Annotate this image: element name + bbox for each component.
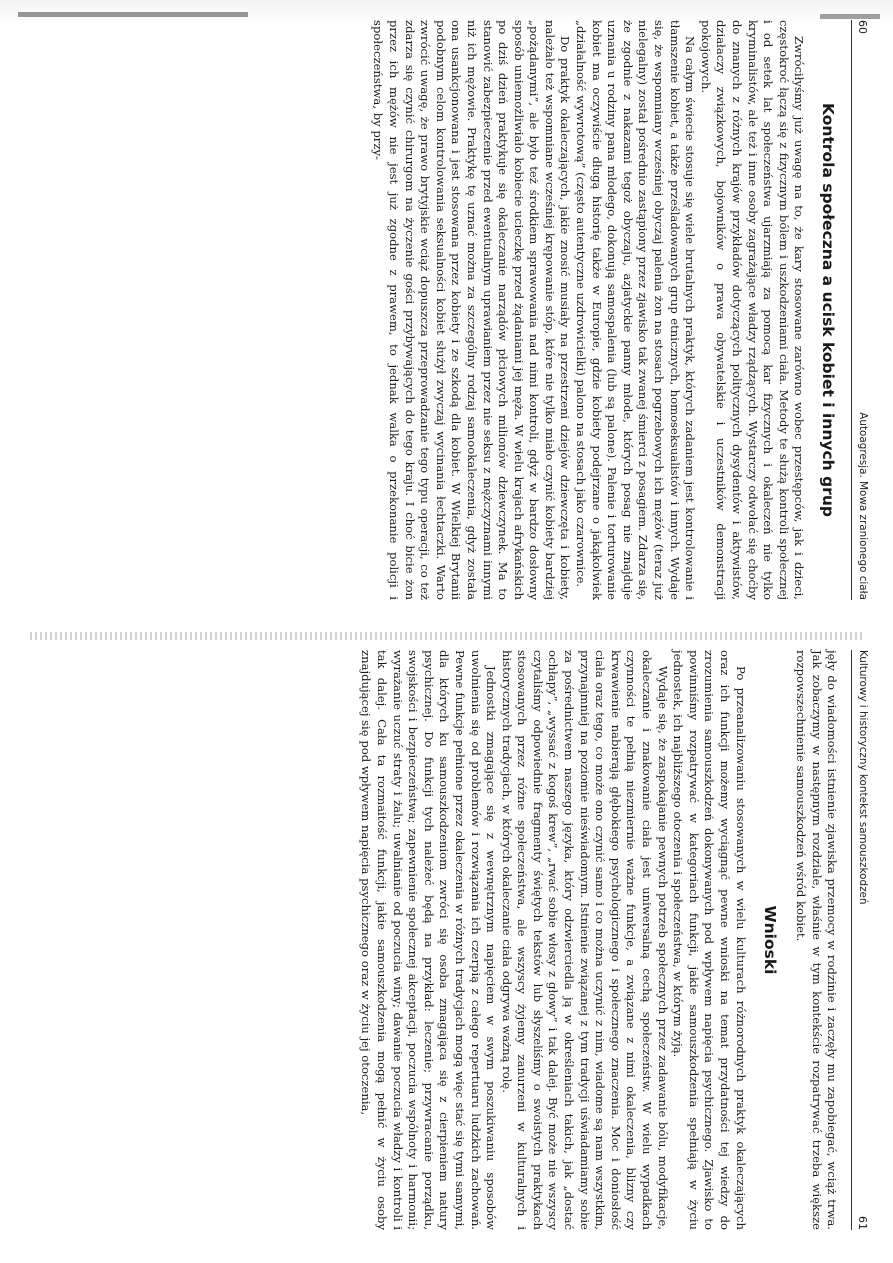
running-head-title: Kulturowy i historyczny kontekst samouszkodzeń: [857, 650, 869, 905]
paragraph: Do praktyk okaleczających, jakie znosić musiały na przestrzeni dziejów dziewczęta i kobiety, należało też wspomniane wcześniej krępowanie stóp, które nie tylko miało czynić kobiety bardziej „pożądanymi”, ale było też środkiem sprawowania nad nimi kontroli, gdyż w bardzo dosłowny sposób uniemożliwiało kobiecie ucieczkę przed żądaniami jej męża. W wielu krajach afrykańskich po dziś dzień praktykuje się okaleczanie narządów płciowych milionów dziewczynek. Ma to stanowić zabezpieczenie przed ewentualnym uprawianiem przez nie seksu z mężczyznami innymi niż ich mężowie. Praktykę tę uznać można za szczególny rodzaj samookaleczenia, gdyż została ona usankcjonowana i jest stosowana przez kobiety i ze szkodą dla kobiet. W Wielkiej Brytanii podobnym celom kontrolowania seksualności kobiet służył zwyczaj wycinania łechtaczki. Warto zwrócić uwagę, że prawo brytyjskie wciąż dopuszcza przeprowadzanie tego typu operacji, co też zdarza się czynić chirurgom na życzenie gości przybywających do tego kraju. I choć bicie żon przez ich mężów nie jest już zgodne z prawem, to jednak walka o przekonanie policji i społeczeństwa, by przy-: [371, 20, 573, 600]
paragraph: Wydaje się, że zaspokajanie pewnych potrzeb społecznych przez zadawanie bólu, modyfikacje, okaleczanie i znakowanie ciała jest uniwersalną cechą społeczeństw. W wielu wypadkach czynności te pełnią niezmiernie ważne funkcje, a związane z nimi okaleczenia, blizny czy krwawienie nabierają głębokiego psychologicznego i społecznego znaczenia. Moc i doniosłość ciała oraz tego, co może ono czynić samo i co można uczynić z nim, wiadome są nam wszystkim, przynajmniej na poziomie nieświadomym. Istnienie związanej z tym tradycji uświadamiamy sobie za pośrednictwem naszego języka, który odzwierciedla ją w określeniach takich, jak „dostać ochłapy”, „wyssać z kogoś krew”, „rwać sobie włosy z głowy” i tak dalej. Być może nie wszyscy czytaliśmy odpowiednie fragmenty świętych tekstów lub słyszeliśmy o swoistych praktykach stosowanych przez różne społeczeństwa, ale wszyscy żyjemy zanurzeni w kulturalnych i historycznych tradycjach, w których okaleczanie ciała odgrywa ważną rolę.: [499, 650, 670, 1230]
book-page-61: [210, 650, 870, 1230]
running-head: [851, 20, 870, 600]
section-heading: Wnioski: [760, 905, 779, 975]
paragraph: Na całym świecie stosuje się wiele brutalnych praktyk, których zadaniem jest kontrolowanie i tłamszenie kobiet, a także prześladowanych grup etnicznych, homoseksualistów i innych. Wydaje się, że wspomniany wcześniej obyczaj palenia żon na stosach pogrzebowych ich mężów (teraz już nielegalny) został pośrednio zastąpiony przez zjawisko tak zwanej śmierci z posagiem. Zdarza się, że zgodnie z nakazami tegoż obyczaju, azjatyckie panny młode, których posag nie znajduje uznania u rodziny pana młodego, dokonują samospalenia (lub są palone). Palenie i torturowanie kobiet ma oczywiście długą historię także w Europie, gdzie kobiety podejrzane o jakąkolwiek „działalność wywrotową” (często autentyczne uzdrowicielki) palono na stosach jako czarownice.: [574, 20, 698, 600]
running-head: [851, 650, 870, 1230]
page-number: 60: [856, 20, 869, 34]
section-heading: Kontrola społeczna a ucisk kobiet i innych grup: [819, 103, 838, 517]
running-head-title: Autoagresja. Mowa zranionego ciała: [857, 412, 869, 600]
paragraph: Jednostki zmagające się z wewnętrznym napięciem w swym poszukiwaniu sposobów uwolnienia się od problemów i rozwiązania ich czerpią z całego repertuaru ludzkich zachowań. Pewne funkcje pełnione przez okaleczenia w różnych tradycjach mogą więc stać się tymi samymi, dla których ku samouszkodzeniom zwróci się osoba zmagająca się z cierpieniem natury psychicznej. Do funkcji tych należeć będą na przykład: leczenie; przywracanie porządku, swojskości i bezpieczeństwa; zapewnienie społecznej akceptacji, poczucia wspólnoty i harmonii; wyrażanie uczuć straty i żalu; uwalnianie od poczucia winy; dawanie poczucia władzy i kontroli i tak dalej. Cała ta rozmaitość funkcji, jakie samouszkodzenia mogą pełnić w życiu osoby znajdującej się pod wpływem napięcia psychicznego oraz w życiu jej otoczenia,: [359, 650, 499, 1230]
scan-artifact-right: [820, 14, 880, 19]
book-page-60: [210, 20, 870, 600]
scan-artifact-left: [18, 12, 248, 17]
paragraph: Zwróciłyśmy już uwagę na to, że kary stosowane zarówno wobec przestępców, jak i dzieci, częstokroć łączą się z fizycznym bólem i uszkodzeniami ciała. Metody te służą kontroli społecznej i od setek lat społeczeństwa ujarzmiają za pomocą kar fizycznych i okaleczeń nie tylko kryminalistów, ale też i inne osoby zagrażające władzy rządzących. Wystarczy odwołać się choćby do znanych z różnych krajów przykładów dotyczących politycznych dysydentów i aktywistów, działaczy związkowych, bojowników o prawa obywatelskie i uczestników demonstracji pokojowych.: [698, 20, 807, 600]
paragraph: Po przeanalizowaniu stosowanych w wielu kulturach różnorodnych praktyk okaleczających oraz ich funkcji możemy wyciągnąć pewne wnioski na temat przydatności tej wiedzy do zrozumienia samouszkodzeń dokonywanych pod wpływem napięcia psychicznego. Zjawisko to powinniśmy rozpatrywać w kategoriach funkcji, jakie samouszkodzenia spełniają w życiu jednostek, ich najbliższego otoczenia i społeczeństwa, w którym żyją.: [671, 650, 748, 1230]
paragraph: jęły do wiadomości istnienie zjawiska przemocy w rodzinie i zaczęły mu zapobiegać, wciąż trwa. Jak zobaczymy w następnym rozdziale, właśnie w tym kontekście rozpatrywać trzeba większe rozpowszechnienie samouszkodzeń wśród kobiet.: [794, 650, 840, 1230]
page-number: 61: [856, 1216, 869, 1230]
book-gutter: [30, 632, 865, 640]
